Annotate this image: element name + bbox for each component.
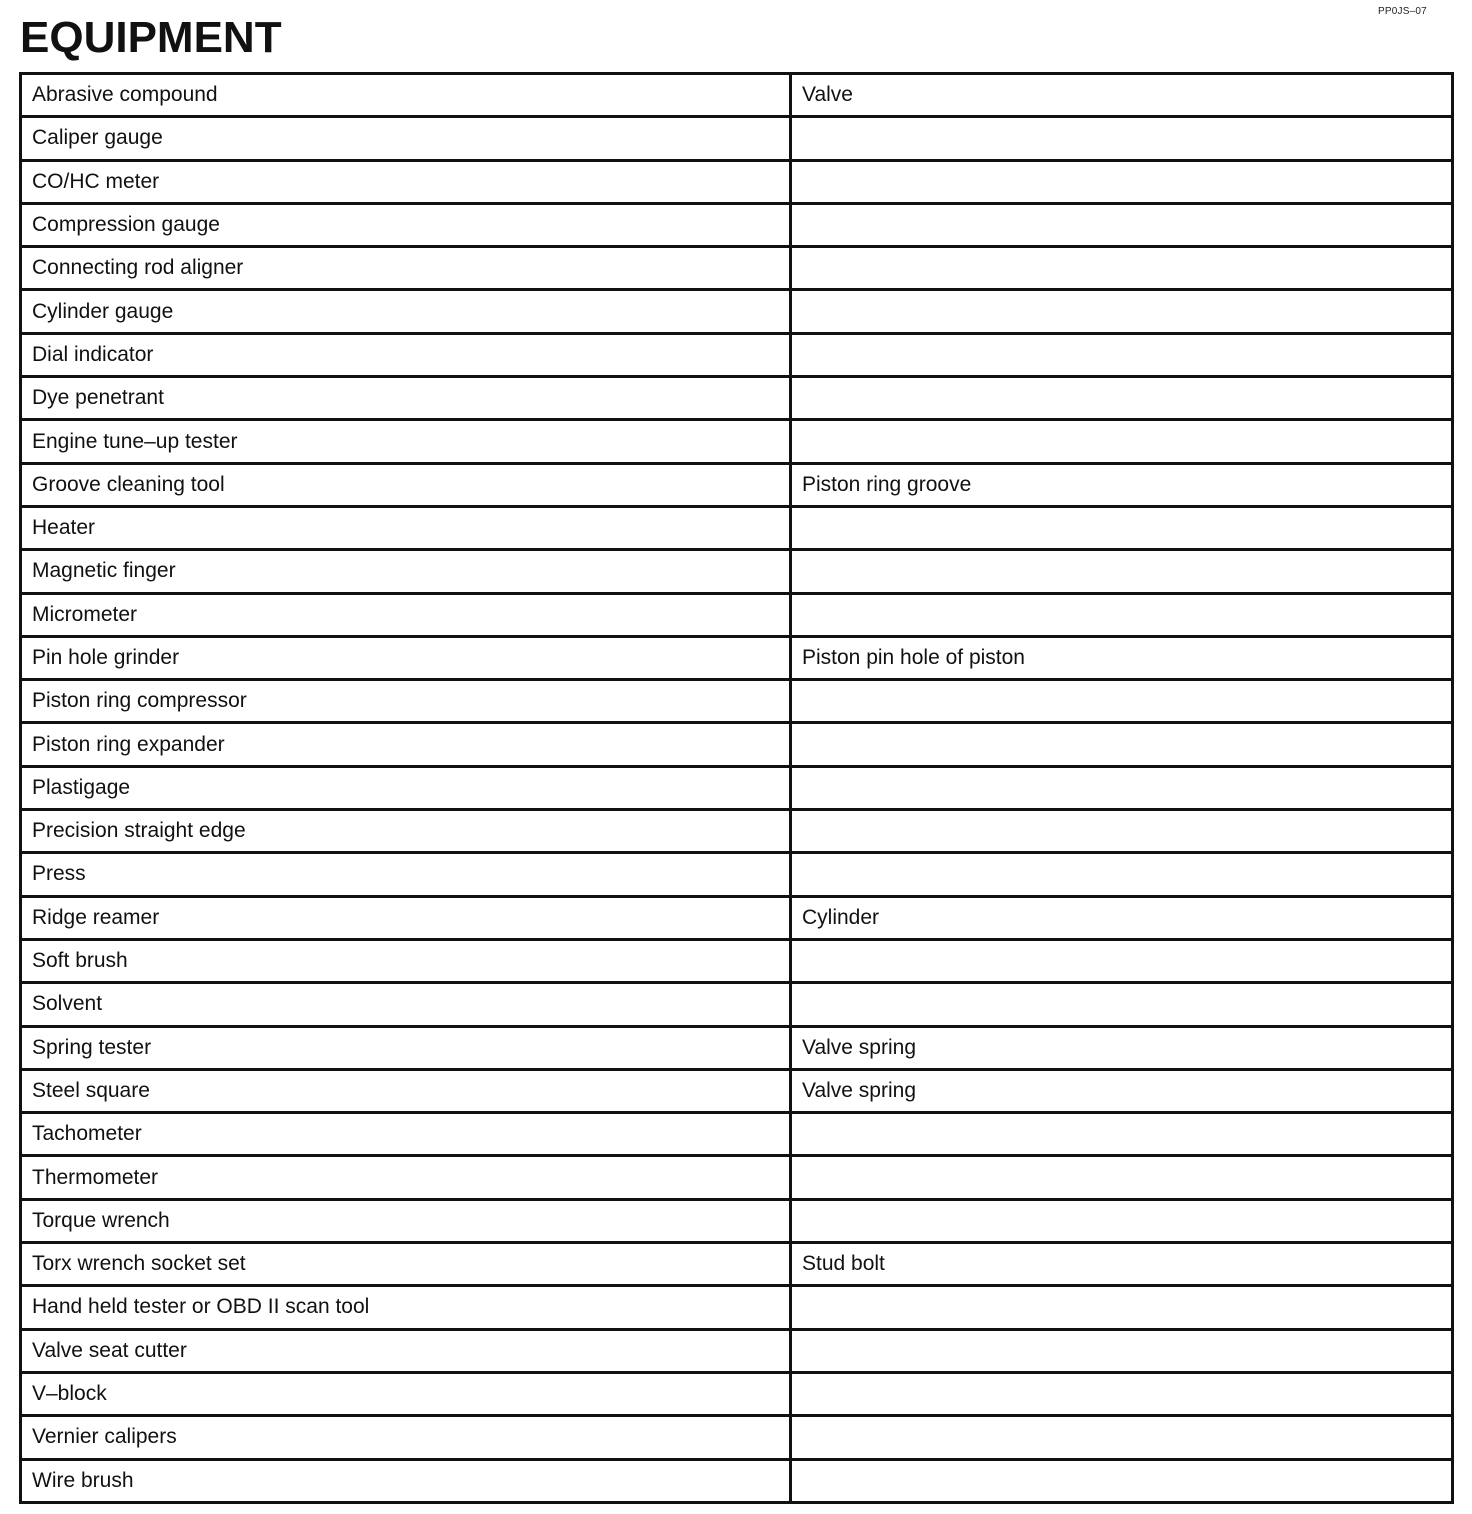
equipment-name-cell: Precision straight edge — [21, 810, 791, 853]
table-row — [21, 636, 1453, 679]
equipment-name-cell: Spring tester — [21, 1026, 791, 1069]
table-row — [21, 203, 1453, 246]
table-row — [21, 463, 1453, 506]
equipment-name-cell: Caliper gauge — [21, 117, 791, 160]
table-row — [21, 420, 1453, 463]
equipment-name-cell: Press — [21, 853, 791, 896]
equipment-name-cell: Ridge reamer — [21, 896, 791, 939]
equipment-name-cell: Piston ring compressor — [21, 680, 791, 723]
table-row — [21, 680, 1453, 723]
equipment-name-cell: Pin hole grinder — [21, 636, 791, 679]
equipment-remark-cell — [791, 117, 1453, 160]
table-row — [21, 160, 1453, 203]
table-row — [21, 1329, 1453, 1372]
table-row — [21, 593, 1453, 636]
equipment-remark-cell: Piston pin hole of piston — [791, 636, 1453, 679]
equipment-remark-cell — [791, 853, 1453, 896]
equipment-name-cell: Tachometer — [21, 1113, 791, 1156]
equipment-name-cell: Hand held tester or OBD II scan tool — [21, 1286, 791, 1329]
equipment-remark-cell — [791, 290, 1453, 333]
table-row — [21, 1243, 1453, 1286]
table-row — [21, 247, 1453, 290]
table-row — [21, 506, 1453, 549]
equipment-name-cell: Thermometer — [21, 1156, 791, 1199]
table-row — [21, 1416, 1453, 1459]
equipment-name-cell: Heater — [21, 506, 791, 549]
equipment-remark-cell — [791, 506, 1453, 549]
equipment-name-cell: Compression gauge — [21, 203, 791, 246]
table-row — [21, 853, 1453, 896]
equipment-remark-cell — [791, 810, 1453, 853]
equipment-remark-cell — [791, 680, 1453, 723]
equipment-name-cell: Solvent — [21, 983, 791, 1026]
equipment-remark-cell — [791, 593, 1453, 636]
equipment-name-cell: Plastigage — [21, 766, 791, 809]
equipment-remark-cell — [791, 203, 1453, 246]
table-row — [21, 1459, 1453, 1502]
equipment-name-cell: Dial indicator — [21, 333, 791, 376]
equipment-name-cell: Soft brush — [21, 939, 791, 982]
equipment-name-cell: Torx wrench socket set — [21, 1243, 791, 1286]
table-row — [21, 1156, 1453, 1199]
equipment-remark-cell — [791, 1459, 1453, 1502]
equipment-name-cell: Connecting rod aligner — [21, 247, 791, 290]
equipment-remark-cell — [791, 333, 1453, 376]
equipment-table — [19, 72, 1454, 1504]
table-row — [21, 290, 1453, 333]
table-row — [21, 939, 1453, 982]
table-row — [21, 74, 1453, 117]
equipment-remark-cell: Valve spring — [791, 1069, 1453, 1112]
equipment-remark-cell — [791, 550, 1453, 593]
page-title: EQUIPMENT — [20, 13, 282, 62]
table-row — [21, 983, 1453, 1026]
equipment-remark-cell — [791, 160, 1453, 203]
equipment-name-cell: Valve seat cutter — [21, 1329, 791, 1372]
equipment-remark-cell — [791, 723, 1453, 766]
equipment-remark-cell — [791, 377, 1453, 420]
equipment-name-cell: V–block — [21, 1372, 791, 1415]
equipment-remark-cell — [791, 1372, 1453, 1415]
equipment-remark-cell — [791, 247, 1453, 290]
table-row — [21, 1372, 1453, 1415]
equipment-remark-cell — [791, 939, 1453, 982]
equipment-remark-cell — [791, 1286, 1453, 1329]
equipment-name-cell: Groove cleaning tool — [21, 463, 791, 506]
table-row — [21, 333, 1453, 376]
equipment-name-cell: Engine tune–up tester — [21, 420, 791, 463]
equipment-name-cell: Wire brush — [21, 1459, 791, 1502]
table-row — [21, 896, 1453, 939]
table-row — [21, 550, 1453, 593]
table-row — [21, 117, 1453, 160]
equipment-remark-cell: Cylinder — [791, 896, 1453, 939]
equipment-remark-cell — [791, 983, 1453, 1026]
equipment-remark-cell — [791, 766, 1453, 809]
equipment-remark-cell — [791, 420, 1453, 463]
equipment-name-cell: Torque wrench — [21, 1199, 791, 1242]
table-row — [21, 766, 1453, 809]
equipment-remark-cell: Valve — [802, 83, 853, 107]
table-row — [21, 1113, 1453, 1156]
equipment-remark-cell: Stud bolt — [791, 1243, 1453, 1286]
equipment-name-cell: Piston ring expander — [21, 723, 791, 766]
equipment-name-cell: CO/HC meter — [21, 160, 791, 203]
equipment-name-cell: Abrasive compound — [21, 74, 791, 117]
equipment-name-cell: Cylinder gauge — [21, 290, 791, 333]
equipment-remark-cell — [791, 1416, 1453, 1459]
equipment-remark-cell — [791, 1156, 1453, 1199]
equipment-name-cell: Micrometer — [21, 593, 791, 636]
equipment-remark-cell: Piston ring groove — [791, 463, 1453, 506]
equipment-name-cell: Steel square — [21, 1069, 791, 1112]
equipment-remark-cell — [791, 1199, 1453, 1242]
table-row — [21, 1069, 1453, 1112]
table-row — [21, 1026, 1453, 1069]
equipment-remark-cell: Valve spring — [791, 1026, 1453, 1069]
document-code: PP0JS–07 — [1378, 6, 1427, 17]
table-row — [21, 723, 1453, 766]
equipment-remark-cell — [791, 1113, 1453, 1156]
equipment-remark-cell — [791, 1329, 1453, 1372]
equipment-table-body — [21, 74, 1453, 1503]
table-row — [21, 377, 1453, 420]
table-row — [21, 1199, 1453, 1242]
table-row — [21, 810, 1453, 853]
equipment-name-cell: Dye penetrant — [21, 377, 791, 420]
equipment-name-cell: Vernier calipers — [21, 1416, 791, 1459]
table-row — [21, 1286, 1453, 1329]
equipment-name-cell: Magnetic finger — [21, 550, 791, 593]
